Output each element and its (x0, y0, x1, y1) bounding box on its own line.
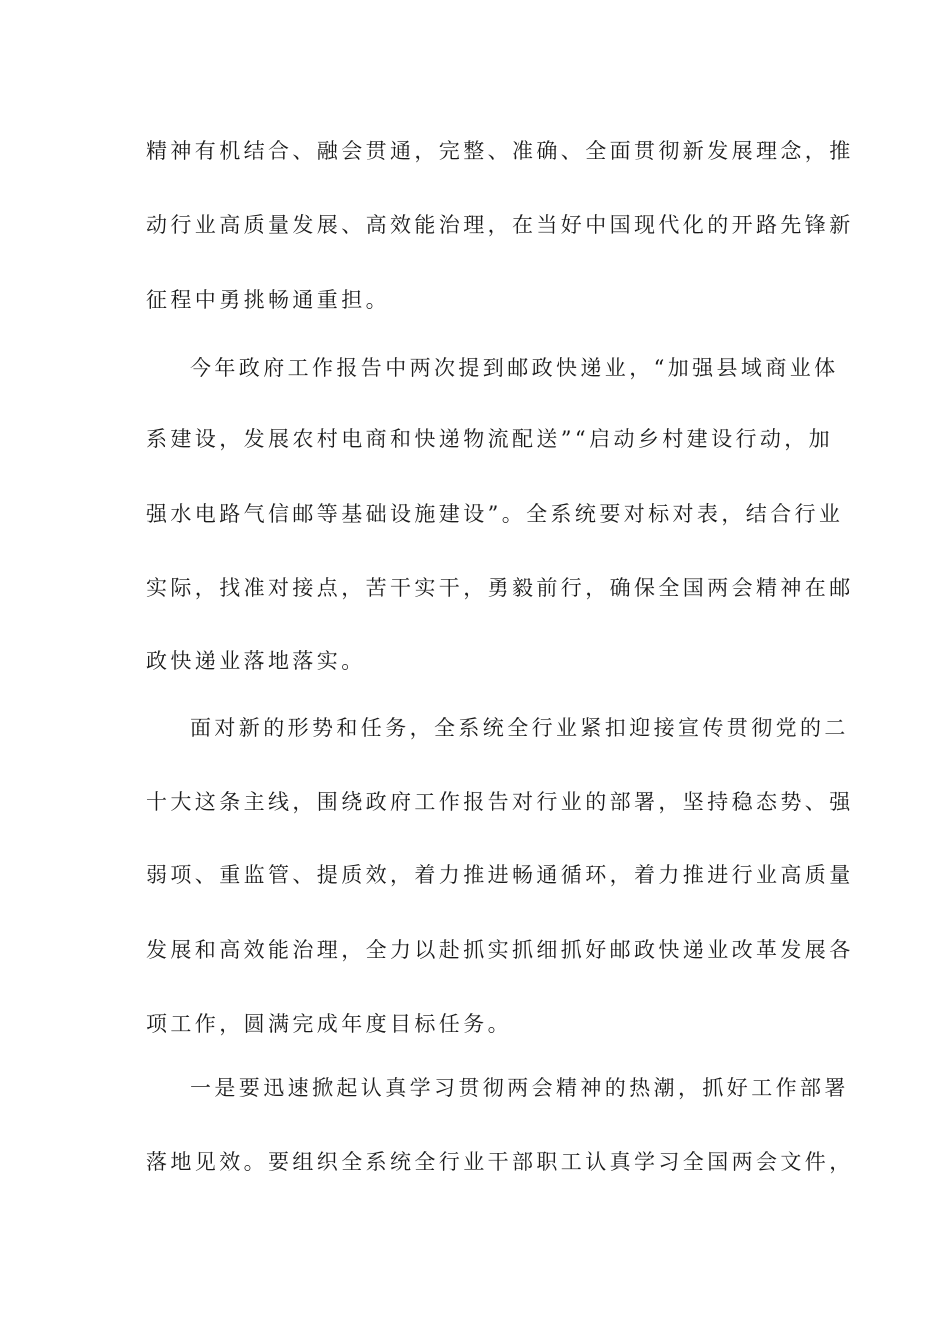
text-line: 征程中勇挑畅通重担。 (146, 288, 390, 312)
text-line: 强水电路气信邮等基础设施建设”。全系统要对标对表，结合行业 (146, 502, 844, 526)
text-line: 精神有机结合、融会贯通，完整、准确、全面贯彻新发展理念，推 (146, 139, 854, 163)
text-line: 落地见效。要组织全系统全行业干部职工认真学习全国两会文件， (146, 1150, 854, 1174)
paragraph-first-line: 今年政府工作报告中两次提到邮政快递业，“加强县域商业体 (190, 356, 839, 380)
paragraph-first-line: 面对新的形势和任务，全系统全行业紧扣迎接宣传贯彻党的二 (190, 716, 849, 740)
text-line: 弱项、重监管、提质效，着力推进畅通循环，着力推进行业高质量 (146, 863, 854, 887)
text-line: 政快递业落地落实。 (146, 649, 366, 673)
paragraph-first-line: 一是要迅速掀起认真学习贯彻两会精神的热潮，抓好工作部署 (190, 1076, 849, 1100)
text-line: 发展和高效能治理，全力以赴抓实抓细抓好邮政快递业改革发展各 (146, 938, 854, 962)
text-line: 动行业高质量发展、高效能治理，在当好中国现代化的开路先锋新 (146, 213, 854, 237)
text-line: 十大这条主线，围绕政府工作报告对行业的部署，坚持稳态势、强 (146, 790, 854, 814)
text-line: 系建设，发展农村电商和快递物流配送”“启动乡村建设行动，加 (146, 427, 834, 451)
text-line: 实际，找准对接点，苦干实干，勇毅前行，确保全国两会精神在邮 (146, 576, 854, 600)
text-line: 项工作，圆满完成年度目标任务。 (146, 1012, 512, 1036)
